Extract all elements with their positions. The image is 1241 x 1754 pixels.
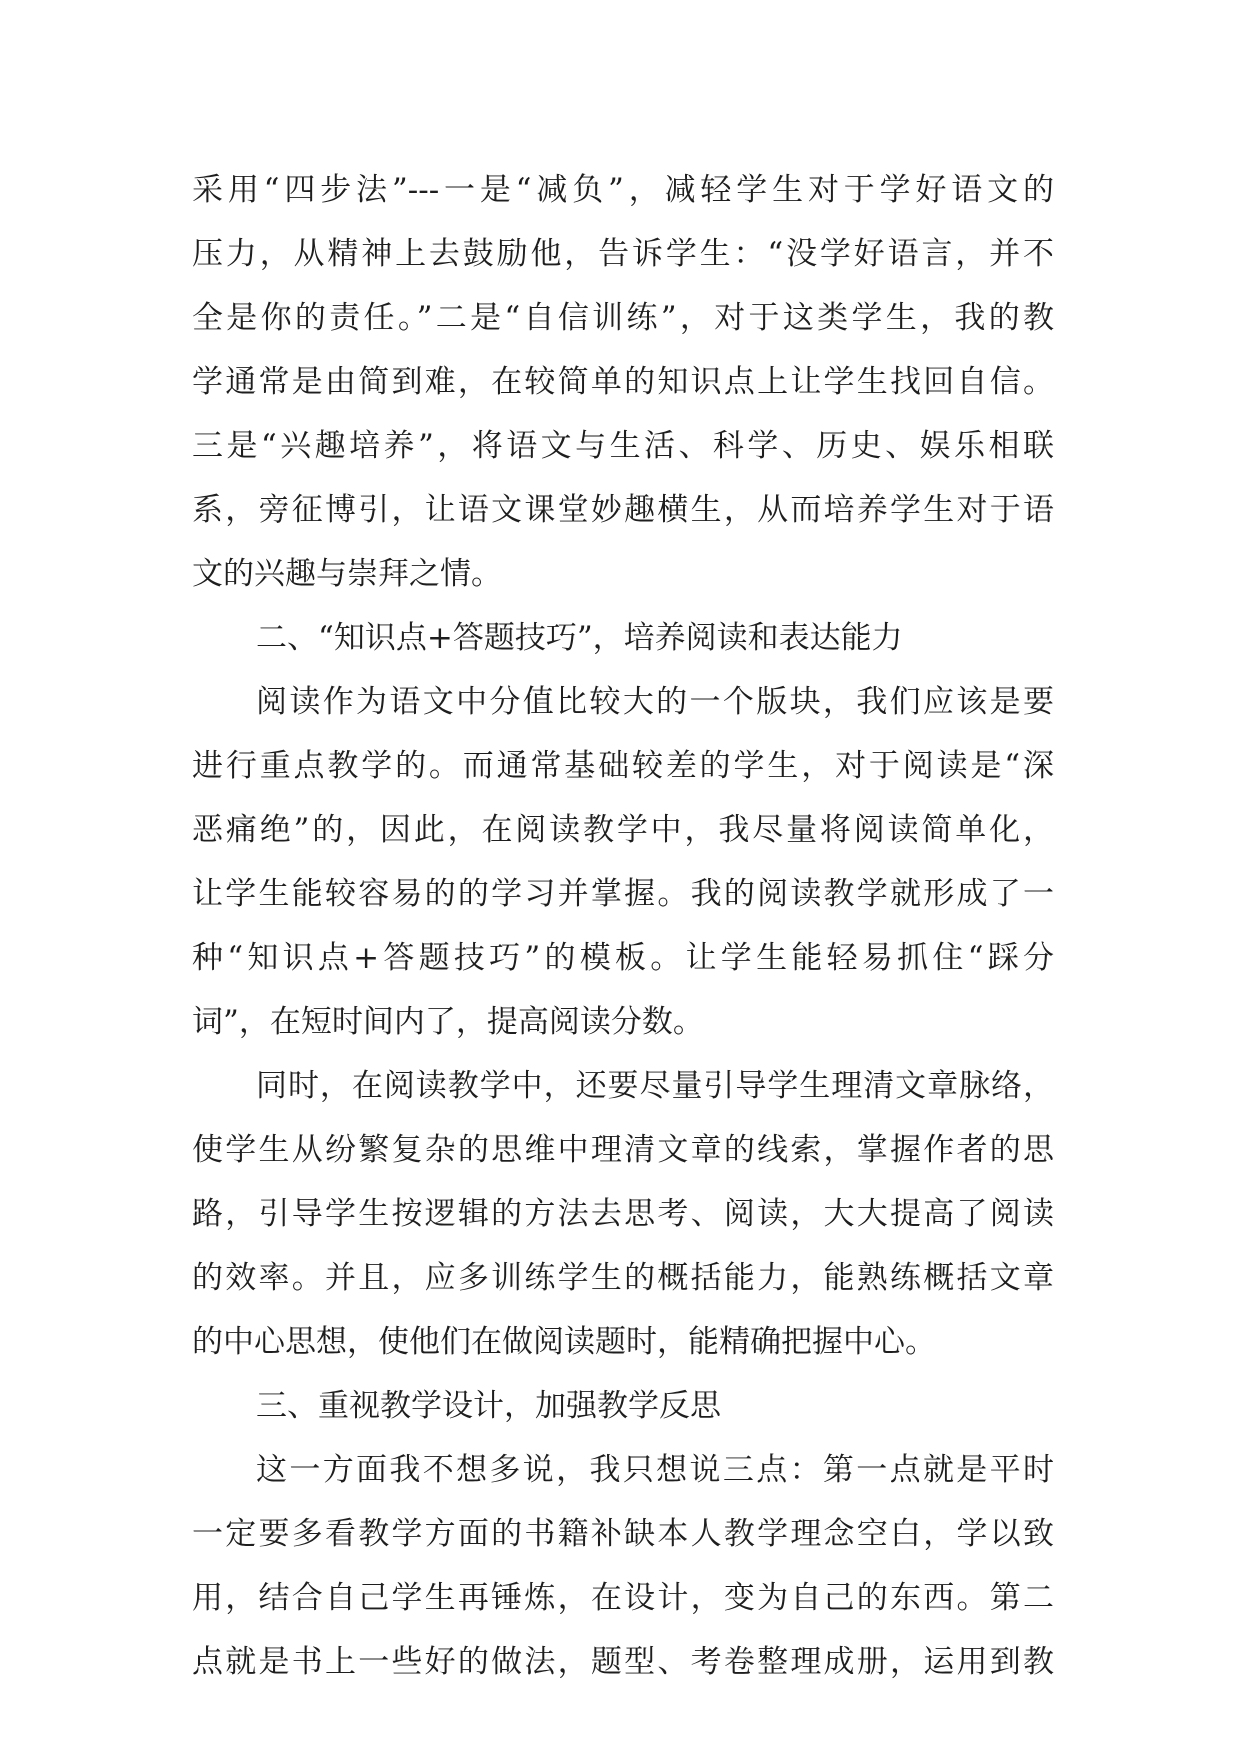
text-line: 采用“四步法”---一是“减负”，减轻学生对于学好语文的 xyxy=(192,172,1054,208)
text-line: 用，结合自己学生再锤炼，在设计，变为自己的东西。第二 xyxy=(192,1580,1054,1616)
text-line: 压力，从精神上去鼓励他，告诉学生：“没学好语言，并不 xyxy=(192,236,1054,272)
text-line: 文的兴趣与崇拜之情。 xyxy=(192,556,502,592)
text-line: 恶痛绝”的，因此，在阅读教学中，我尽量将阅读简单化， xyxy=(192,812,1054,848)
text-line: 阅读作为语文中分值比较大的一个版块，我们应该是要 xyxy=(256,684,1054,720)
text-line: 同时，在阅读教学中，还要尽量引导学生理清文章脉络， xyxy=(256,1068,1054,1104)
text-line: 种“知识点+答题技巧”的模板。让学生能轻易抓住“踩分 xyxy=(192,940,1054,976)
document-body xyxy=(192,158,1054,1694)
text-line: 的效率。并且，应多训练学生的概括能力，能熟练概括文章 xyxy=(192,1260,1054,1296)
text-line: 使学生从纷繁复杂的思维中理清文章的线索，掌握作者的思 xyxy=(192,1132,1054,1168)
section-heading: 二、“知识点+答题技巧”，培养阅读和表达能力 xyxy=(256,620,903,656)
text-line: 全是你的责任。”二是“自信训练”，对于这类学生，我的教 xyxy=(192,300,1054,336)
text-line: 让学生能较容易的的学习并掌握。我的阅读教学就形成了一 xyxy=(192,876,1054,912)
text-line: 路，引导学生按逻辑的方法去思考、阅读，大大提高了阅读 xyxy=(192,1196,1054,1232)
text-line: 一定要多看教学方面的书籍补缺本人教学理念空白，学以致 xyxy=(192,1516,1054,1552)
section-heading: 三、重视教学设计，加强教学反思 xyxy=(256,1388,721,1424)
text-line: 系，旁征博引，让语文课堂妙趣横生，从而培养学生对于语 xyxy=(192,492,1054,528)
text-line: 的中心思想，使他们在做阅读题时，能精确把握中心。 xyxy=(192,1324,936,1360)
text-line: 学通常是由简到难，在较简单的知识点上让学生找回自信。 xyxy=(192,364,1054,400)
text-line: 进行重点教学的。而通常基础较差的学生，对于阅读是“深 xyxy=(192,748,1054,784)
text-line: 三是“兴趣培养”，将语文与生活、科学、历史、娱乐相联 xyxy=(192,428,1054,464)
text-line: 词”，在短时间内了，提高阅读分数。 xyxy=(192,1004,704,1040)
text-line: 这一方面我不想多说，我只想说三点：第一点就是平时 xyxy=(256,1452,1054,1488)
text-line: 点就是书上一些好的做法，题型、考卷整理成册，运用到教 xyxy=(192,1644,1054,1680)
